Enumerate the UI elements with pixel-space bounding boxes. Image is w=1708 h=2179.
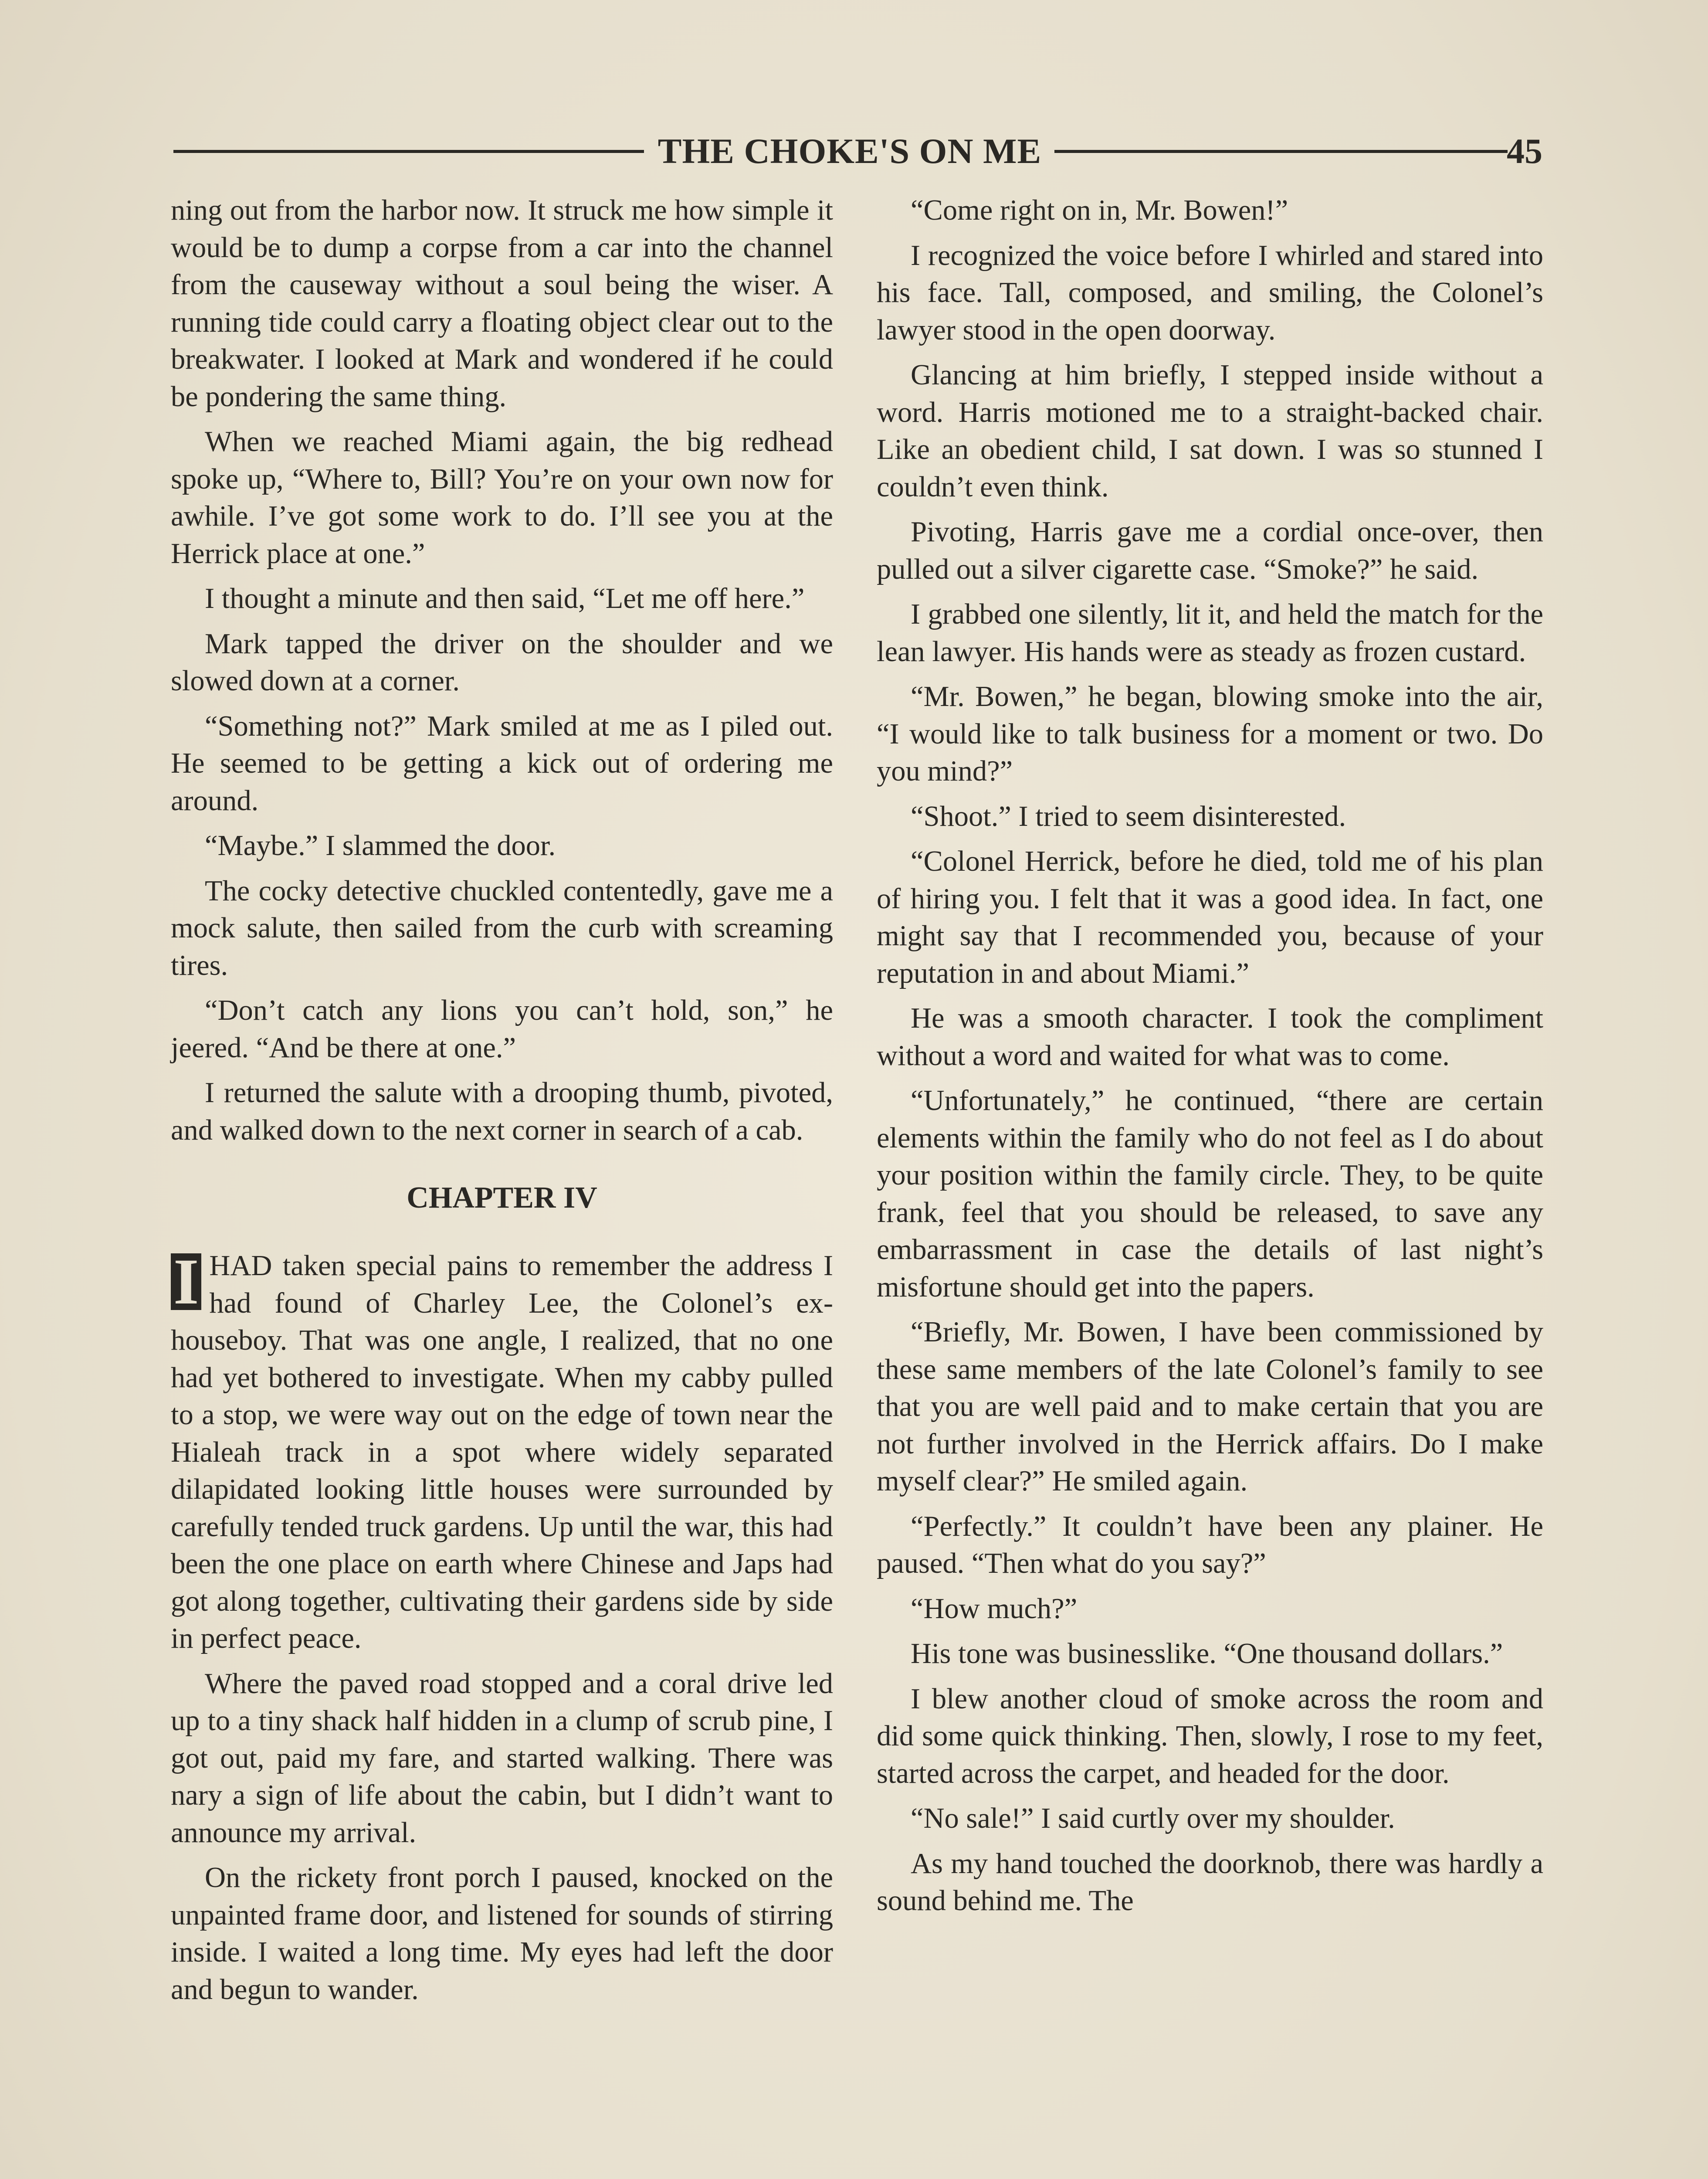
- paragraph: Pivoting, Harris gave me a cordial once-over, then pulled out a silver cigarette case. “Smoke?” he said.: [877, 516, 1543, 585]
- paragraph: “Maybe.” I slammed the door.: [205, 830, 556, 862]
- paragraph: “Mr. Bowen,” he began, blowing smoke into the air, “I would like to talk business for a moment or two. Do you mind?”: [877, 681, 1543, 787]
- paragraph-text: HAD taken special pains to remember the address I had found of Charley Lee, the Colonel’s ex-houseboy. That was one angle, I realized, that no one had yet bothered to investigate. When my cabby pulled to a stop, we were way out on the edge of town near the Hialeah track in a spot where widely separated dilapidated looking little houses were surrounded by carefully tended truck gardens. Up until the war, this had been the one place on earth where Chinese and Japs had got along together, cultivating their gardens side by side in perfect peace.: [171, 1250, 833, 1654]
- running-title: THE CHOKE'S ON ME: [657, 131, 1042, 171]
- paragraph: I returned the salute with a drooping thumb, pivoted, and walked down to the next corner in search of a cab.: [171, 1077, 833, 1146]
- paragraph: “Shoot.” I tried to seem disinterested.: [911, 800, 1346, 832]
- paragraph: I blew another cloud of smoke across the room and did some quick thinking. Then, slowly, I rose to my feet, started across the carpet, and headed for the door.: [877, 1683, 1543, 1789]
- chapter-opening-paragraph: [171, 1247, 833, 1657]
- paragraph: Glancing at him briefly, I stepped inside without a word. Harris motioned me to a straight-backed chair. Like an obedient child, I sat down. I was so stunned I couldn’t even think.: [877, 359, 1543, 503]
- paragraph: Where the paved road stopped and a coral drive led up to a tiny shack half hidden in a clump of scrub pine, I got out, paid my fare, and started walking. There was nary a sign of life about the cabin, but I didn’t want to announce my arrival.: [171, 1667, 833, 1849]
- left-column: [171, 192, 833, 2016]
- right-column: [877, 192, 1543, 1928]
- running-header: [170, 127, 1547, 175]
- chapter-heading: CHAPTER IV: [407, 1181, 597, 1215]
- paragraph: “Colonel Herrick, before he died, told me of his plan of hiring you. I felt that it was a good idea. In fact, one might say that I recommended you, because of your reputation in and about Miami.”: [877, 845, 1543, 989]
- header-rule-right: [1054, 150, 1508, 153]
- paragraph: “Something not?” Mark smiled at me as I piled out. He seemed to be getting a kick out of ordering me around.: [171, 710, 833, 817]
- paragraph: I grabbed one silently, lit it, and held the match for the lean lawyer. His hands were as steady as frozen custard.: [877, 598, 1543, 668]
- paragraph: Mark tapped the driver on the shoulder and we slowed down at a corner.: [171, 628, 833, 697]
- paragraph: As my hand touched the doorknob, there was hardly a sound behind me. The: [877, 1847, 1543, 1917]
- drop-cap: I: [171, 1253, 201, 1310]
- paragraph: “Don’t catch any lions you can’t hold, son,” he jeered. “And be there at one.”: [171, 994, 833, 1064]
- paragraph: ning out from the harbor now. It struck me how simple it would be to dump a corpse from a car into the channel from the causeway without a soul being the wiser. A running tide could carry a floating object clear out to the breakwater. I looked at Mark and wondered if he could be pondering the same thing.: [171, 194, 833, 413]
- paragraph: “Briefly, Mr. Bowen, I have been commissioned by these same members of the late Colonel’s family to see that you are well paid and to make certain that you are not further involved in the Herrick affairs. Do I make myself clear?” He smiled again.: [877, 1316, 1543, 1497]
- paragraph: The cocky detective chuckled contentedly, gave me a mock salute, then sailed from the curb with screaming tires.: [171, 875, 833, 981]
- paragraph: I recognized the voice before I whirled and stared into his face. Tall, composed, and smiling, the Colonel’s lawyer stood in the open doorway.: [877, 239, 1543, 346]
- paragraph: “How much?”: [911, 1592, 1078, 1625]
- paragraph: His tone was businesslike. “One thousand dollars.”: [911, 1638, 1503, 1670]
- paragraph: “Unfortunately,” he continued, “there are certain elements within the family who do not feel as I do about your position within the family circle. They, to be quite frank, feel that you should be released, to save any embarrassment in case the details of last night’s misfortune should get into the papers.: [877, 1085, 1543, 1303]
- paragraph: I thought a minute and then said, “Let me off here.”: [205, 583, 805, 614]
- paragraph: “Perfectly.” It couldn’t have been any plainer. He paused. “Then what do you say?”: [877, 1510, 1543, 1579]
- paragraph: He was a smooth character. I took the compliment without a word and waited for what was to come.: [877, 1002, 1543, 1072]
- paragraph: When we reached Miami again, the big redhead spoke up, “Where to, Bill? You’re on your own now for awhile. I’ve got some work to do. I’ll see you at the Herrick place at one.”: [171, 426, 833, 570]
- header-rule-left: [173, 150, 644, 153]
- page-number: 45: [1507, 131, 1542, 171]
- paragraph: On the rickety front porch I paused, knocked on the unpainted frame door, and listened for sounds of stirring inside. I waited a long time. My eyes had left the door and begun to wander.: [171, 1862, 833, 2006]
- paragraph: “Come right on in, Mr. Bowen!”: [911, 194, 1288, 226]
- paragraph: “No sale!” I said curtly over my shoulder.: [911, 1802, 1395, 1834]
